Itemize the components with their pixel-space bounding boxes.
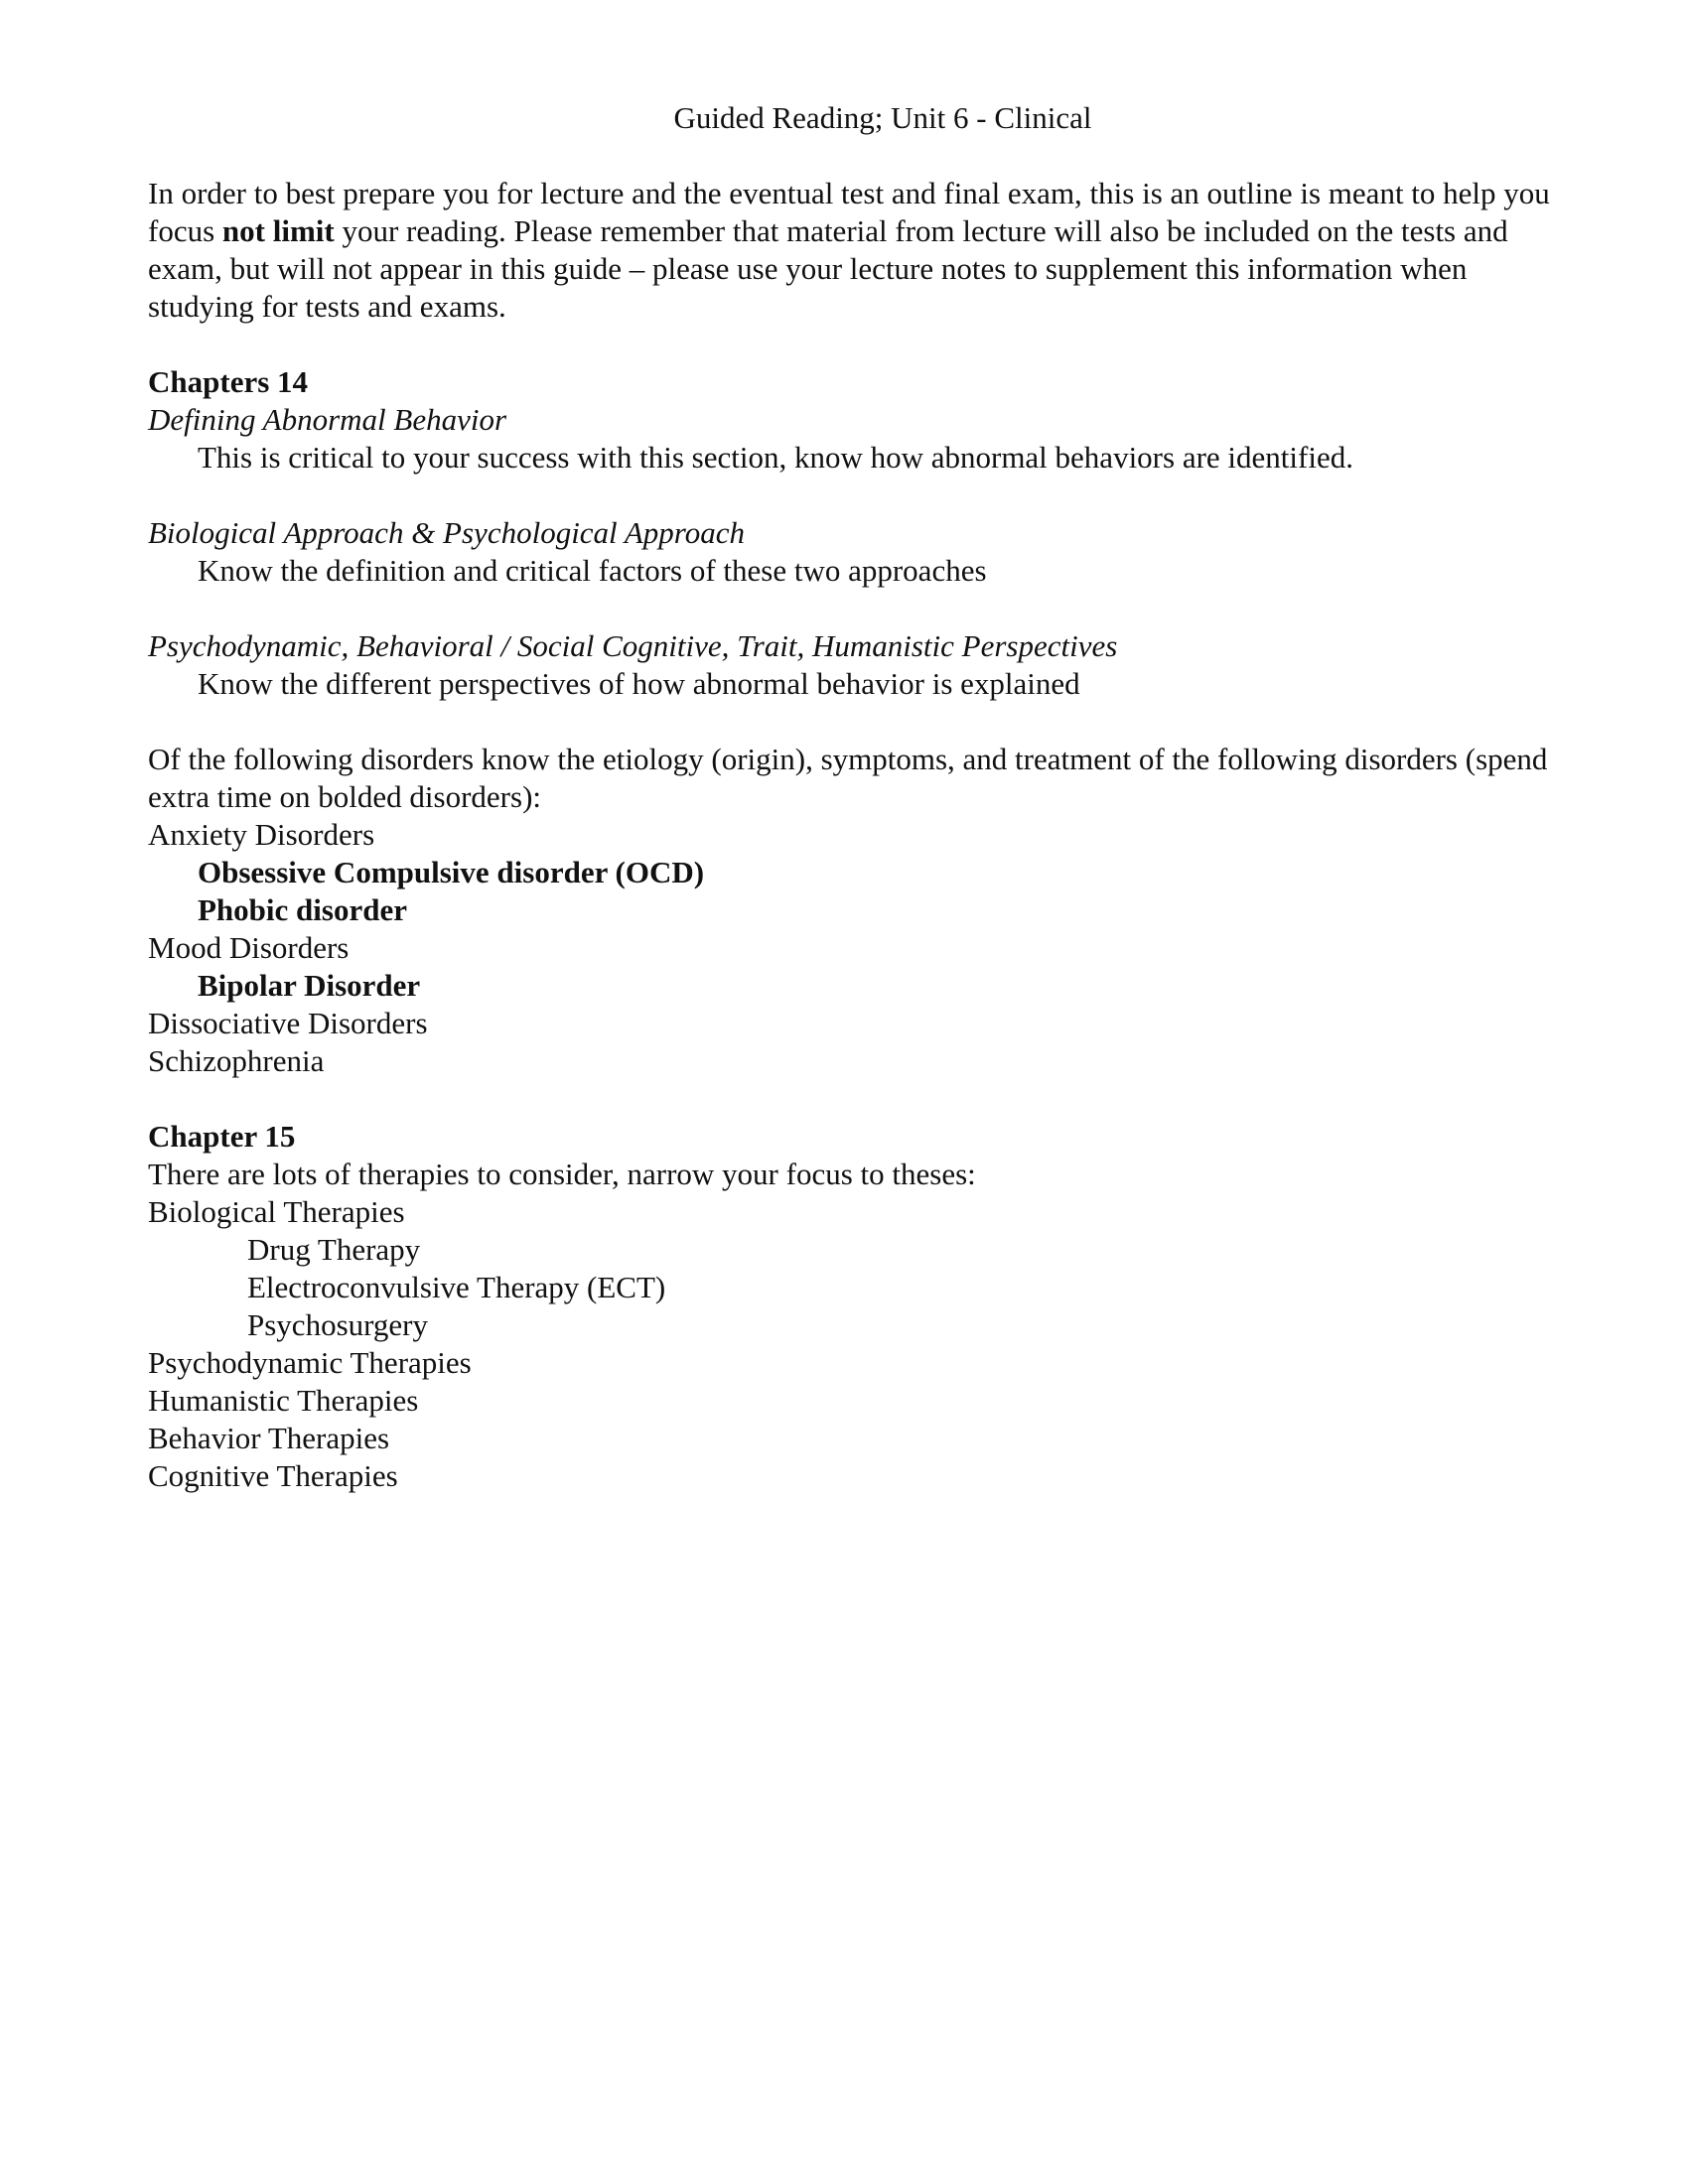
page-title: Guided Reading; Unit 6 - Clinical bbox=[673, 100, 1092, 135]
chapter-14-section bbox=[148, 363, 1568, 1118]
section-title: Biological Approach & Psychological Approach bbox=[148, 515, 745, 550]
spacer bbox=[148, 703, 1568, 741]
disorders-intro: Of the following disorders know the etiology (origin), symptoms, and treatment of the following disorders (spend extra time on bolded disorders): bbox=[148, 742, 1548, 814]
section-title: Psychodynamic, Behavioral / Social Cognitive, Trait, Humanistic Perspectives bbox=[148, 628, 1118, 663]
therapy-item: Cognitive Therapies bbox=[148, 1458, 398, 1493]
disorder-item-emphasized: Bipolar Disorder bbox=[198, 968, 421, 1003]
therapy-subitem: Psychosurgery bbox=[247, 1307, 428, 1342]
disorder-item-emphasized: Phobic disorder bbox=[198, 892, 407, 927]
therapy-item: Behavior Therapies bbox=[148, 1421, 390, 1455]
spacer bbox=[148, 1080, 1568, 1118]
chapter-15-section bbox=[148, 1118, 1568, 1495]
therapy-subitem: Electroconvulsive Therapy (ECT) bbox=[247, 1270, 666, 1304]
chapter-15-heading: Chapter 15 bbox=[148, 1119, 296, 1154]
section-text: This is critical to your success with this section, know how abnormal behaviors are identified. bbox=[198, 440, 1353, 475]
disorder-item: Dissociative Disorders bbox=[148, 1006, 428, 1040]
therapies-intro: There are lots of therapies to consider, narrow your focus to theses: bbox=[148, 1157, 976, 1191]
disorder-item: Anxiety Disorders bbox=[148, 817, 375, 852]
section-text: Know the definition and critical factors of these two approaches bbox=[198, 553, 987, 588]
intro-emphasis: not limit bbox=[221, 213, 335, 248]
section-title: Defining Abnormal Behavior bbox=[148, 402, 507, 437]
disorder-item-emphasized: Obsessive Compulsive disorder (OCD) bbox=[198, 855, 705, 889]
chapter-14-heading: Chapters 14 bbox=[148, 364, 309, 399]
disorder-item: Schizophrenia bbox=[148, 1043, 325, 1078]
spacer bbox=[148, 590, 1568, 627]
therapy-subitem: Drug Therapy bbox=[247, 1232, 421, 1267]
intro-text-part1: In order to best prepare you for lecture and the eventual test and final exam, this is an outline is meant to help you focus bbox=[148, 176, 1550, 248]
therapy-item: Psychodynamic Therapies bbox=[148, 1345, 472, 1380]
intro-text-part2: your reading. Please remember that material from lecture will also be included on the tests and exam, but will not appear in this guide – please use your lecture notes to supplement this information when studying for tests and exams. bbox=[148, 213, 1508, 324]
document-page bbox=[148, 99, 1568, 1495]
section-text: Know the different perspectives of how abnormal behavior is explained bbox=[198, 666, 1080, 701]
disorder-item: Mood Disorders bbox=[148, 930, 350, 965]
therapy-item: Biological Therapies bbox=[148, 1194, 405, 1229]
spacer bbox=[148, 477, 1568, 514]
therapy-item: Humanistic Therapies bbox=[148, 1383, 419, 1418]
intro-paragraph bbox=[148, 175, 1568, 326]
